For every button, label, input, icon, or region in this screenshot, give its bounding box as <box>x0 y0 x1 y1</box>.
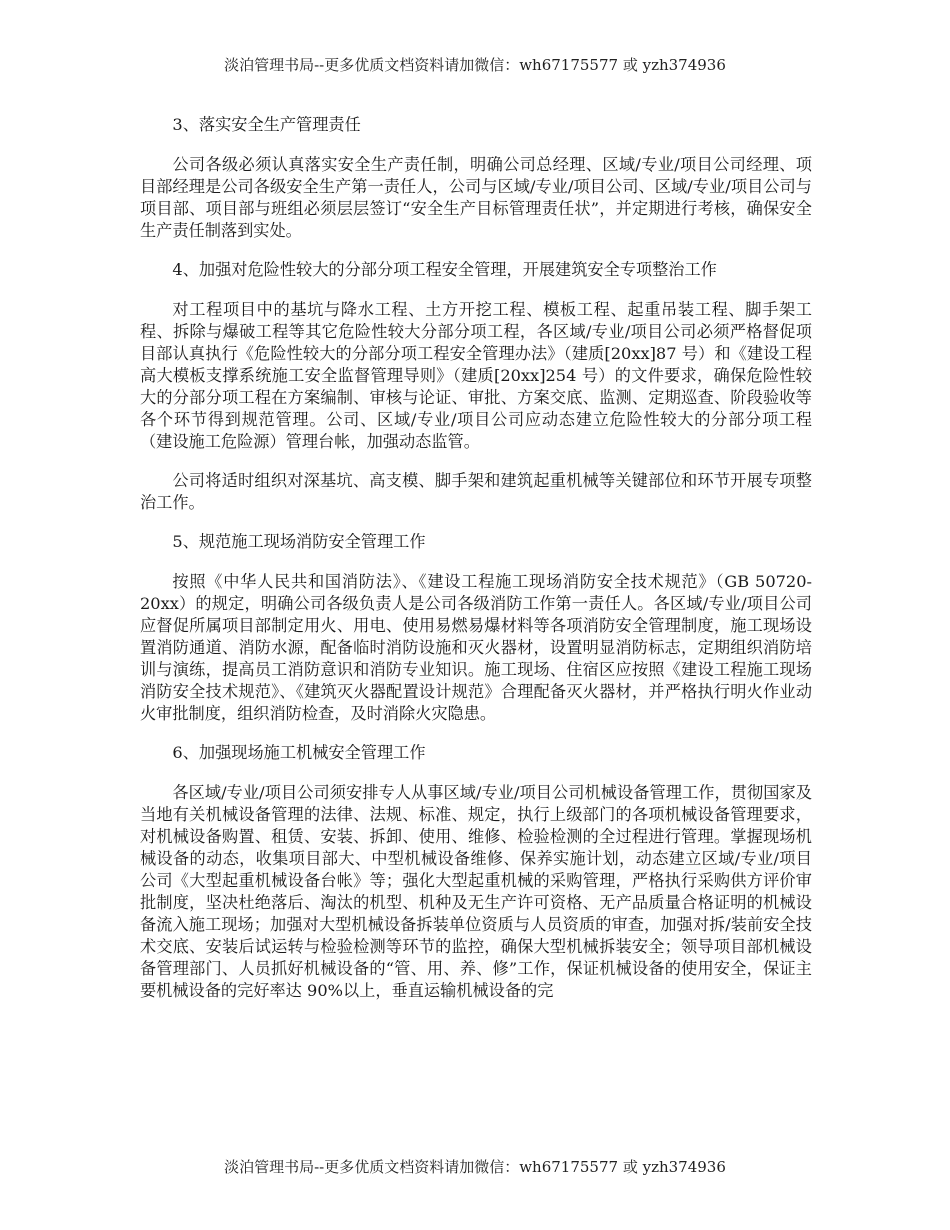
body-paragraph: 各区域/专业/项目公司须安排专人从事区域/专业/项目公司机械设备管理工作，贯彻国家及当地有关机械设备管理的法律、法规、标准、规定，执行上级部门的各项机械设备管理要求，对机械设备购置、租赁、安装、拆卸、使用、维修、检验检测的全过程进行管理。掌握现场机械设备的动态，收集项目部大、中型机械设备维修、保养实施计划，动态建立区域/专业/项目公司《大型起重机械设备台帐》等；强化大型起重机械的采购管理，严格执行采购供方评价审批制度，坚决杜绝落后、淘汰的机型、机种及无生产许可资格、无产品质量合格证明的机械设备流入施工现场；加强对大型机械设备拆装单位资质与人员资质的审查，加强对拆/装前安全技术交底、安装后试运转与检验检测等环节的监控，确保大型机械拆装安全；领导项目部机械设备管理部门、人员抓好机械设备的“管、用、养、修”工作，保证机械设备的使用安全，保证主要机械设备的完好率达 90%以上，垂直运输机械设备的完 <box>140 783 812 1000</box>
document-body <box>140 114 812 1019</box>
page-header: 淡泊管理书局--更多优质文档资料请加微信：wh67175577 或 yzh374936 <box>224 56 726 74</box>
section-heading: 5、规范施工现场消防安全管理工作 <box>172 532 426 551</box>
body-paragraph: 按照《中华人民共和国消防法》、《建设工程施工现场消防安全技术规范》（GB 50720-20xx）的规定，明确公司各级负责人是公司各级消防工作第一责任人。各区域/专业/项目公司应督促所属项目部制定用火、用电、使用易燃易爆材料等各项消防安全管理制度，施工现场设置消防通道、消防水源，配备临时消防设施和灭火器材，设置明显消防标志，定期组织消防培训与演练，提高员工消防意识和消防专业知识。施工现场、住宿区应按照《建设工程施工现场消防安全技术规范》、《建筑灭火器配置设计规范》合理配备灭火器材，并严格执行明火作业动火审批制度，组织消防检查，及时消除火灾隐患。 <box>140 572 812 723</box>
section-heading: 6、加强现场施工机械安全管理工作 <box>172 743 426 762</box>
section-heading: 3、落实安全生产管理责任 <box>172 115 361 134</box>
body-paragraph: 对工程项目中的基坑与降水工程、土方开挖工程、模板工程、起重吊装工程、脚手架工程、拆除与爆破工程等其它危险性较大分部分项工程，各区域/专业/项目公司必须严格督促项目部认真执行《危险性较大的分部分项工程安全管理办法》（建质[20xx]87 号）和《建设工程高大模板支撑系统施工安全监督管理导则》（建质[20xx]254 号）的文件要求，确保危险性较大的分部分项工程在方案编制、审核与论证、审批、方案交底、监测、定期巡查、阶段验收等各个环节得到规范管理。公司、区域/专业/项目公司应动态建立危险性较大的分部分项工程（建设施工危险源）管理台帐，加强动态监管。 <box>140 300 812 451</box>
body-paragraph: 公司将适时组织对深基坑、高支模、脚手架和建筑起重机械等关键部位和环节开展专项整治工作。 <box>140 471 812 512</box>
page-footer: 淡泊管理书局--更多优质文档资料请加微信：wh67175577 或 yzh374936 <box>224 1158 726 1176</box>
body-paragraph: 公司各级必须认真落实安全生产责任制，明确公司总经理、区域/专业/项目公司经理、项目部经理是公司各级安全生产第一责任人，公司与区域/专业/项目公司、区域/专业/项目公司与项目部、项目部与班组必须层层签订“安全生产目标管理责任状”，并定期进行考核，确保安全生产责任制落到实处。 <box>140 155 812 240</box>
section-heading: 4、加强对危险性较大的分部分项工程安全管理，开展建筑安全专项整治工作 <box>172 260 717 279</box>
